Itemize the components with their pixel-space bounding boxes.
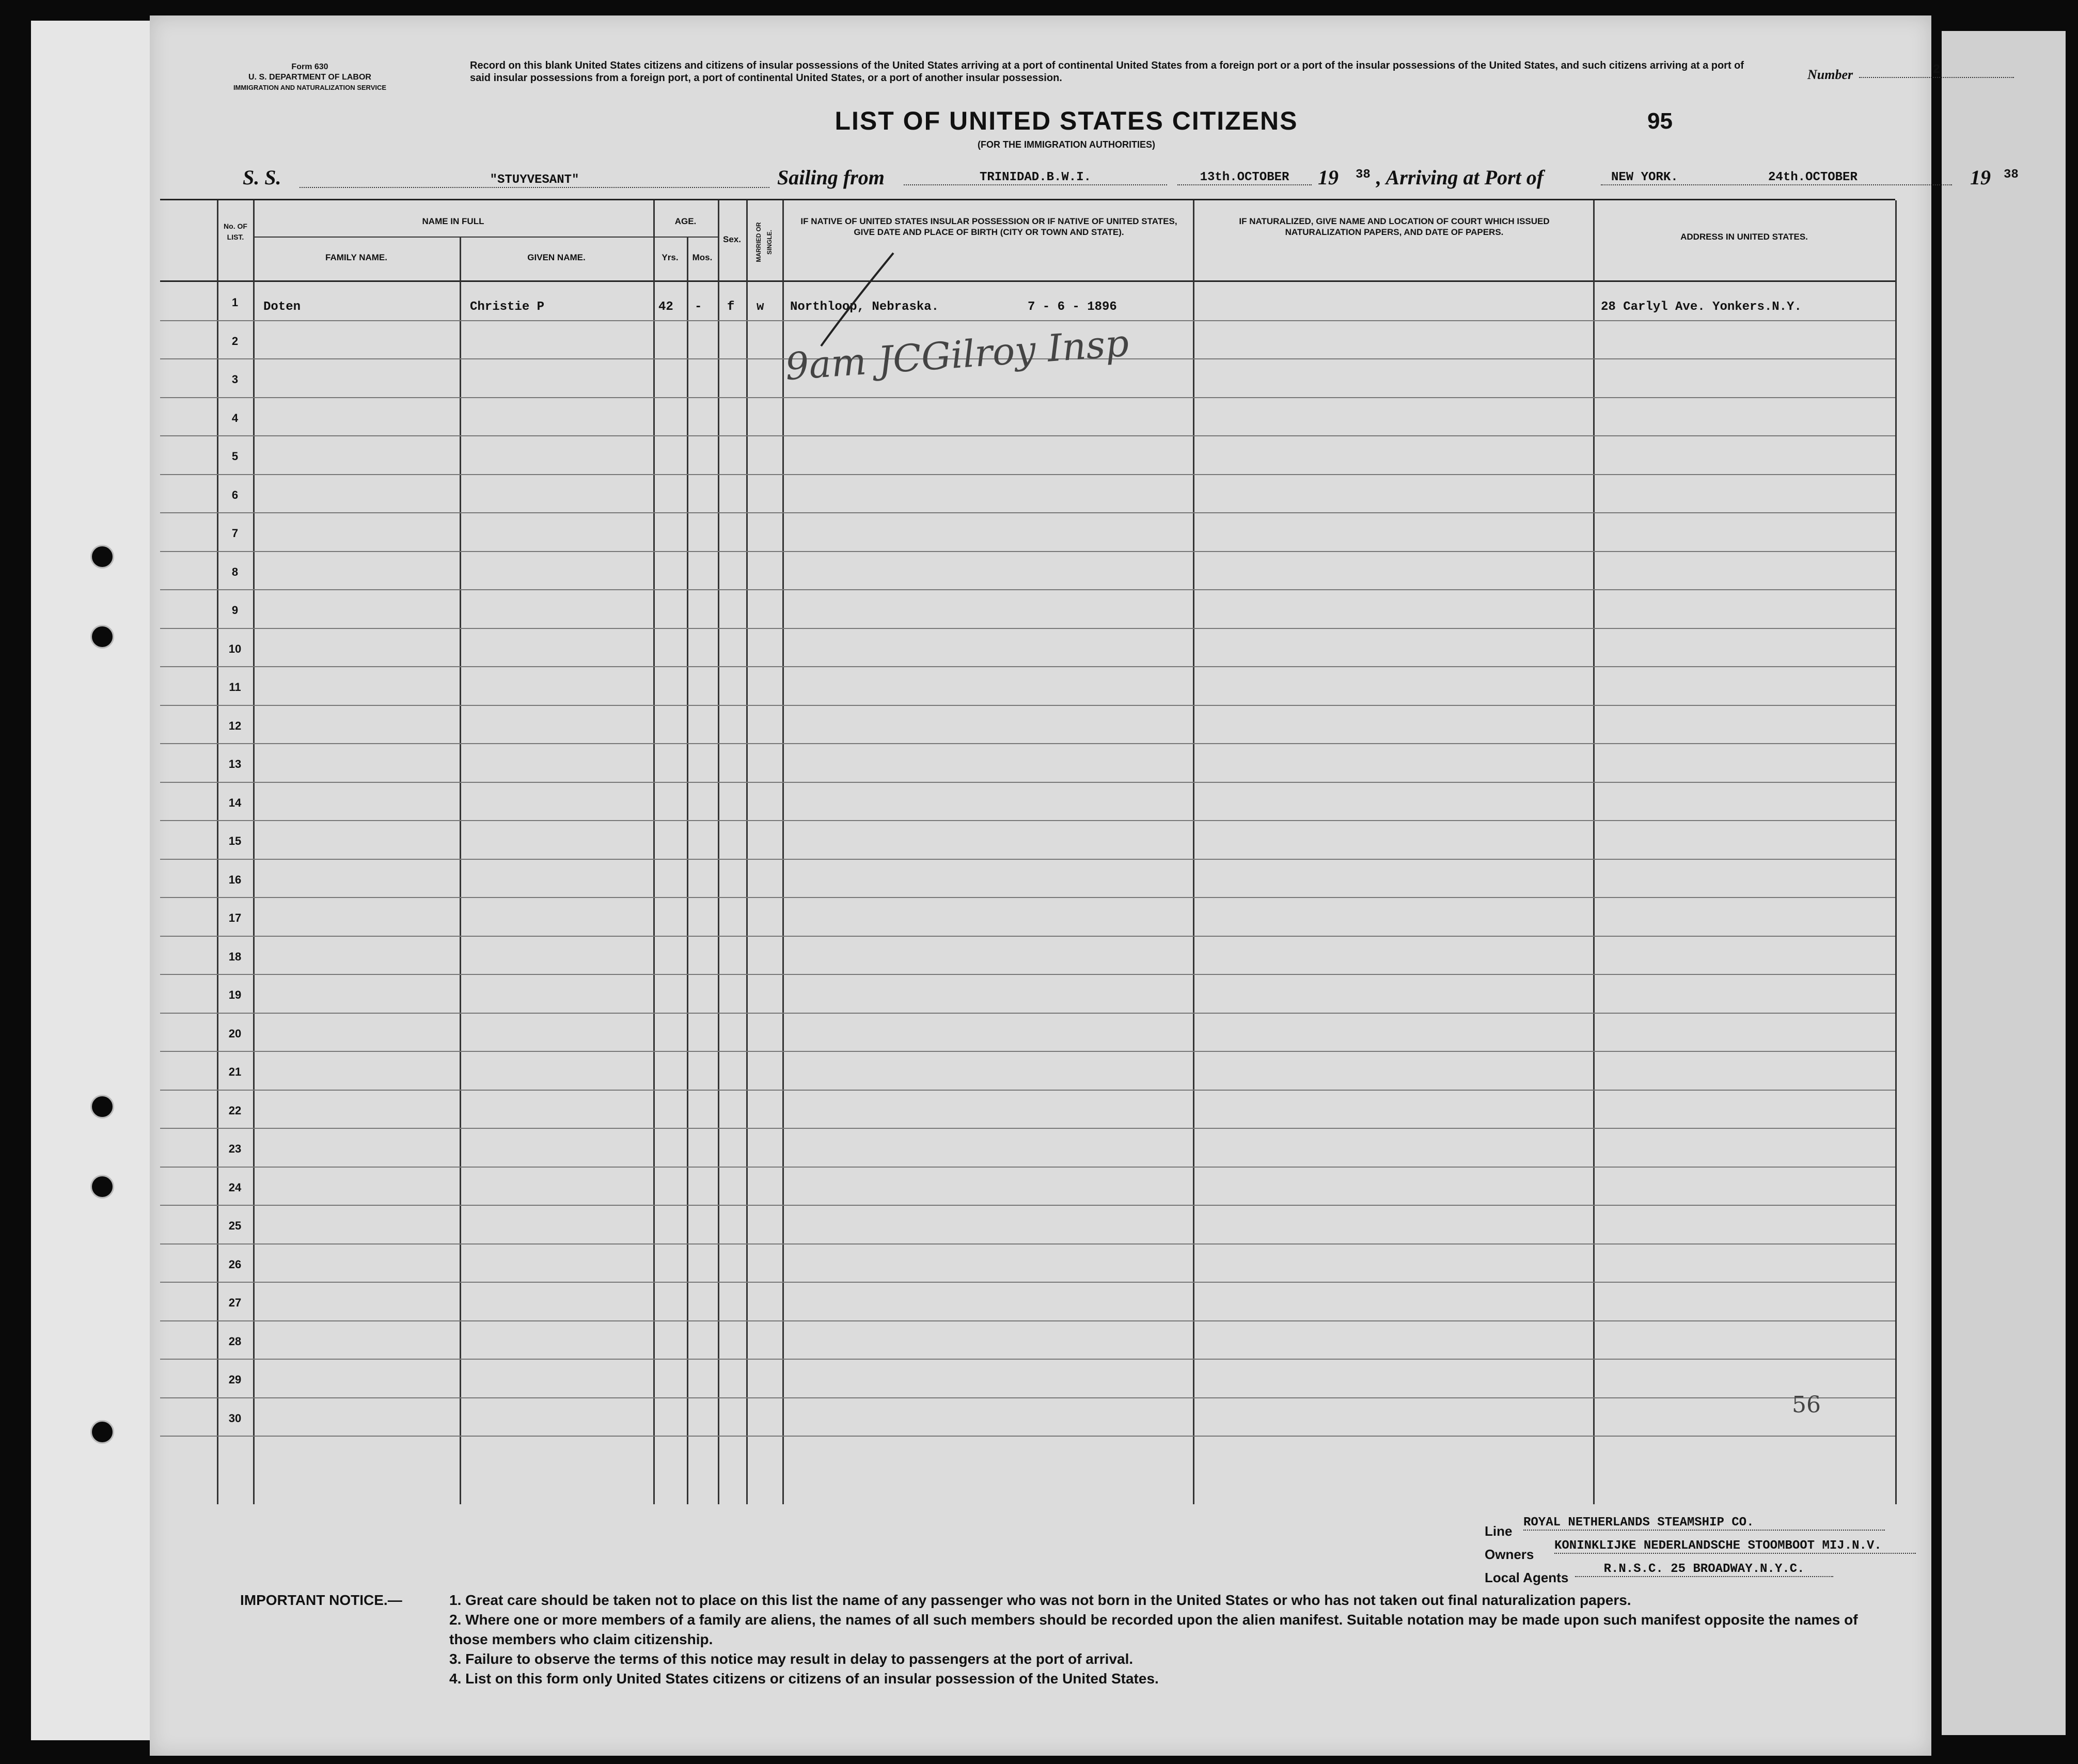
binder-hole (90, 1095, 114, 1119)
page-stamp: 95 (1647, 108, 1673, 134)
row-family-name: Doten (263, 300, 301, 314)
row-number: 30 (228, 1411, 242, 1425)
notice-item: 2. Where one or more members of a family are aliens, the names of all such members should be recorded upon the alien manifest. Suitable notation may be made upon such manifest opposite the names of those members who claim citizenship. (449, 1612, 1858, 1647)
row-rule (160, 1128, 1895, 1129)
number-label: Number (1807, 67, 1853, 82)
page-subtitle: (FOR THE IMMIGRATION AUTHORITIES) (978, 139, 1155, 150)
row-rule (160, 974, 1895, 975)
ship-name: "STUYVESANT" (300, 173, 769, 188)
row-rule (160, 782, 1895, 783)
row-number: 29 (228, 1373, 242, 1386)
row-rule (160, 705, 1895, 706)
row-number: 14 (228, 796, 242, 809)
notice-item: 1. Great care should be taken not to place on this list the name of any passenger who was not born in the United States or who has not taken out final naturalization papers. (449, 1592, 1631, 1608)
row-rule (160, 1397, 1895, 1398)
line-value: ROYAL NETHERLANDS STEAMSHIP CO. (1523, 1516, 1885, 1531)
header-sex: Sex. (723, 234, 741, 244)
row-rule (160, 1320, 1895, 1321)
row-number: 11 (229, 681, 241, 694)
from-port: TRINIDAD.B.W.I. (904, 170, 1167, 185)
row-rule (160, 397, 1895, 398)
row-rule (160, 1051, 1895, 1052)
header-name-in-full: NAME IN FULL (422, 216, 484, 226)
row-number: 24 (228, 1180, 242, 1194)
header-mos: Mos. (692, 253, 713, 262)
row-age-years: 42 (658, 300, 673, 314)
side-number: 56 (1792, 1392, 1821, 1418)
notice-list (449, 1590, 1895, 1689)
arrival-date: 24th.OCTOBER (1768, 170, 1857, 184)
sail-year: 38 (1356, 168, 1371, 182)
arrival-port-line (1601, 170, 1952, 185)
row-birth-place: Northloop, Nebraska. (790, 300, 939, 314)
row-rule (160, 551, 1895, 552)
row-number: 10 (228, 642, 242, 655)
row-number: 19 (228, 988, 242, 1001)
row-rule (160, 859, 1895, 860)
ss-label: S. S. (243, 166, 281, 189)
row-rule (160, 743, 1895, 744)
row-rule (160, 512, 1895, 513)
row-marital: w (757, 300, 764, 314)
header-given-name: GIVEN NAME. (527, 253, 586, 262)
header-birth: IF NATIVE OF UNITED STATES INSULAR POSSESSION OR IF NATIVE OF UNITED STATES, GIVE DATE AND PLACE OF BIRTH (CITY OR TOWN AND STATE). (800, 216, 1177, 237)
row-rule (160, 1243, 1895, 1245)
number-value: 2 (1859, 63, 2014, 78)
row-number: 23 (228, 1142, 242, 1155)
row-rule (160, 1436, 1895, 1437)
arrival-year-prefix: 19 (1970, 166, 1991, 189)
row-number: 2 (231, 334, 239, 348)
service-label: IMMIGRATION AND NATURALIZATION SERVICE (233, 84, 387, 91)
row-number: 18 (228, 950, 242, 963)
agents-label: Local Agents (1485, 1570, 1569, 1585)
row-number: 22 (228, 1104, 242, 1117)
header-family-name: FAMILY NAME. (325, 253, 387, 262)
header-address: ADDRESS IN UNITED STATES. (1680, 232, 1808, 242)
row-birth-date: 7 - 6 - 1896 (1028, 300, 1117, 314)
row-address: 28 Carlyl Ave. Yonkers.N.Y. (1601, 300, 1802, 314)
manifest-table (160, 199, 1895, 1504)
arrival-year: 38 (2004, 168, 2019, 182)
header-age: AGE. (674, 216, 697, 226)
binder-hole (90, 625, 114, 649)
row-rule (160, 1013, 1895, 1014)
instruction-text: Record on this blank United States citizens and citizens of insular possessions of the United States arriving at a port of continental United States from a foreign port or a port of the insular possessions of the United States, and such citizens arriving at a port of said insular possessions from a foreign port, a port of continental United States, or a port of another insular possession. (470, 60, 1744, 84)
row-rule (160, 474, 1895, 475)
pen-stroke (816, 248, 899, 351)
row-number: 15 (228, 834, 242, 847)
row-rule (160, 936, 1895, 937)
row-number: 25 (228, 1219, 242, 1232)
binder-hole (90, 1420, 114, 1444)
row-number: 20 (228, 1027, 242, 1040)
header-yrs: Yrs. (662, 253, 679, 262)
sail-date: 13th.OCTOBER (1177, 170, 1312, 185)
row-number: 7 (231, 527, 239, 540)
underlying-page-right (1942, 31, 2066, 1735)
row-number: 16 (228, 873, 242, 886)
page-title: LIST OF UNITED STATES CITIZENS (835, 106, 1298, 135)
row-rule (160, 320, 1895, 321)
notice-heading: IMPORTANT NOTICE.— (240, 1592, 402, 1608)
binder-hole (90, 1175, 114, 1199)
row-rule (160, 820, 1895, 821)
row-number: 3 (231, 373, 239, 386)
row-rule (160, 628, 1895, 629)
owners-value: KONINKLIJKE NEDERLANDSCHE STOOMBOOT MIJ.N.V. (1554, 1539, 1916, 1554)
department-label: U. S. DEPARTMENT OF LABOR (248, 73, 371, 82)
row-rule (160, 1167, 1895, 1168)
underlying-page-left (31, 21, 165, 1740)
header-no-of-list: No. OF LIST. (224, 222, 247, 241)
binder-hole (90, 545, 114, 569)
row-rule (160, 1282, 1895, 1283)
arrival-port: NEW YORK. (1611, 170, 1678, 184)
sail-year-prefix: 19 (1318, 166, 1339, 189)
notice-item: 3. Failure to observe the terms of this notice may result in delay to passengers at the port of arrival. (449, 1651, 1134, 1667)
owners-label: Owners (1485, 1547, 1534, 1562)
header-naturalized: IF NATURALIZED, GIVE NAME AND LOCATION OF COURT WHICH ISSUED NATURALIZATION PAPERS, AND DATE OF PAPERS. (1239, 216, 1550, 237)
row-number: 12 (228, 719, 242, 732)
row-rule (160, 1359, 1895, 1360)
arriving-label: , Arriving at Port of (1376, 166, 1544, 189)
row-number: 6 (231, 488, 239, 501)
row-number: 9 (231, 604, 239, 617)
line-label: Line (1485, 1523, 1513, 1539)
row-given-name: Christie P (470, 300, 545, 314)
row-rule (160, 435, 1895, 436)
header-married: MARRIED OR SINGLE. (755, 222, 773, 262)
row-sex: f (727, 300, 735, 314)
row-rule (160, 666, 1895, 667)
notice-item: 4. List on this form only United States citizens or citizens of an insular possession of the United States. (449, 1671, 1159, 1687)
row-rule (160, 897, 1895, 898)
row-number: 8 (231, 565, 239, 578)
row-age-months: - (695, 300, 702, 314)
row-number: 5 (231, 450, 239, 463)
row-rule (160, 1090, 1895, 1091)
manifest-sheet (150, 15, 2019, 1756)
row-number: 21 (228, 1065, 242, 1078)
row-number: 28 (228, 1334, 242, 1348)
form-number: Form 630 (291, 62, 328, 71)
row-number: 26 (228, 1257, 242, 1271)
row-number: 4 (231, 411, 239, 424)
handwritten-note: 9am JCGilroy Insp (783, 321, 1130, 389)
row-number: 17 (228, 911, 242, 924)
row-rule (160, 589, 1895, 590)
agents-value: R.N.S.C. 25 BROADWAY.N.Y.C. (1575, 1562, 1833, 1577)
row-rule (160, 1205, 1895, 1206)
sailing-from-label: Sailing from (777, 166, 885, 189)
row-number: 27 (228, 1296, 242, 1309)
row-number: 1 (231, 296, 239, 309)
row-number: 13 (228, 758, 242, 770)
